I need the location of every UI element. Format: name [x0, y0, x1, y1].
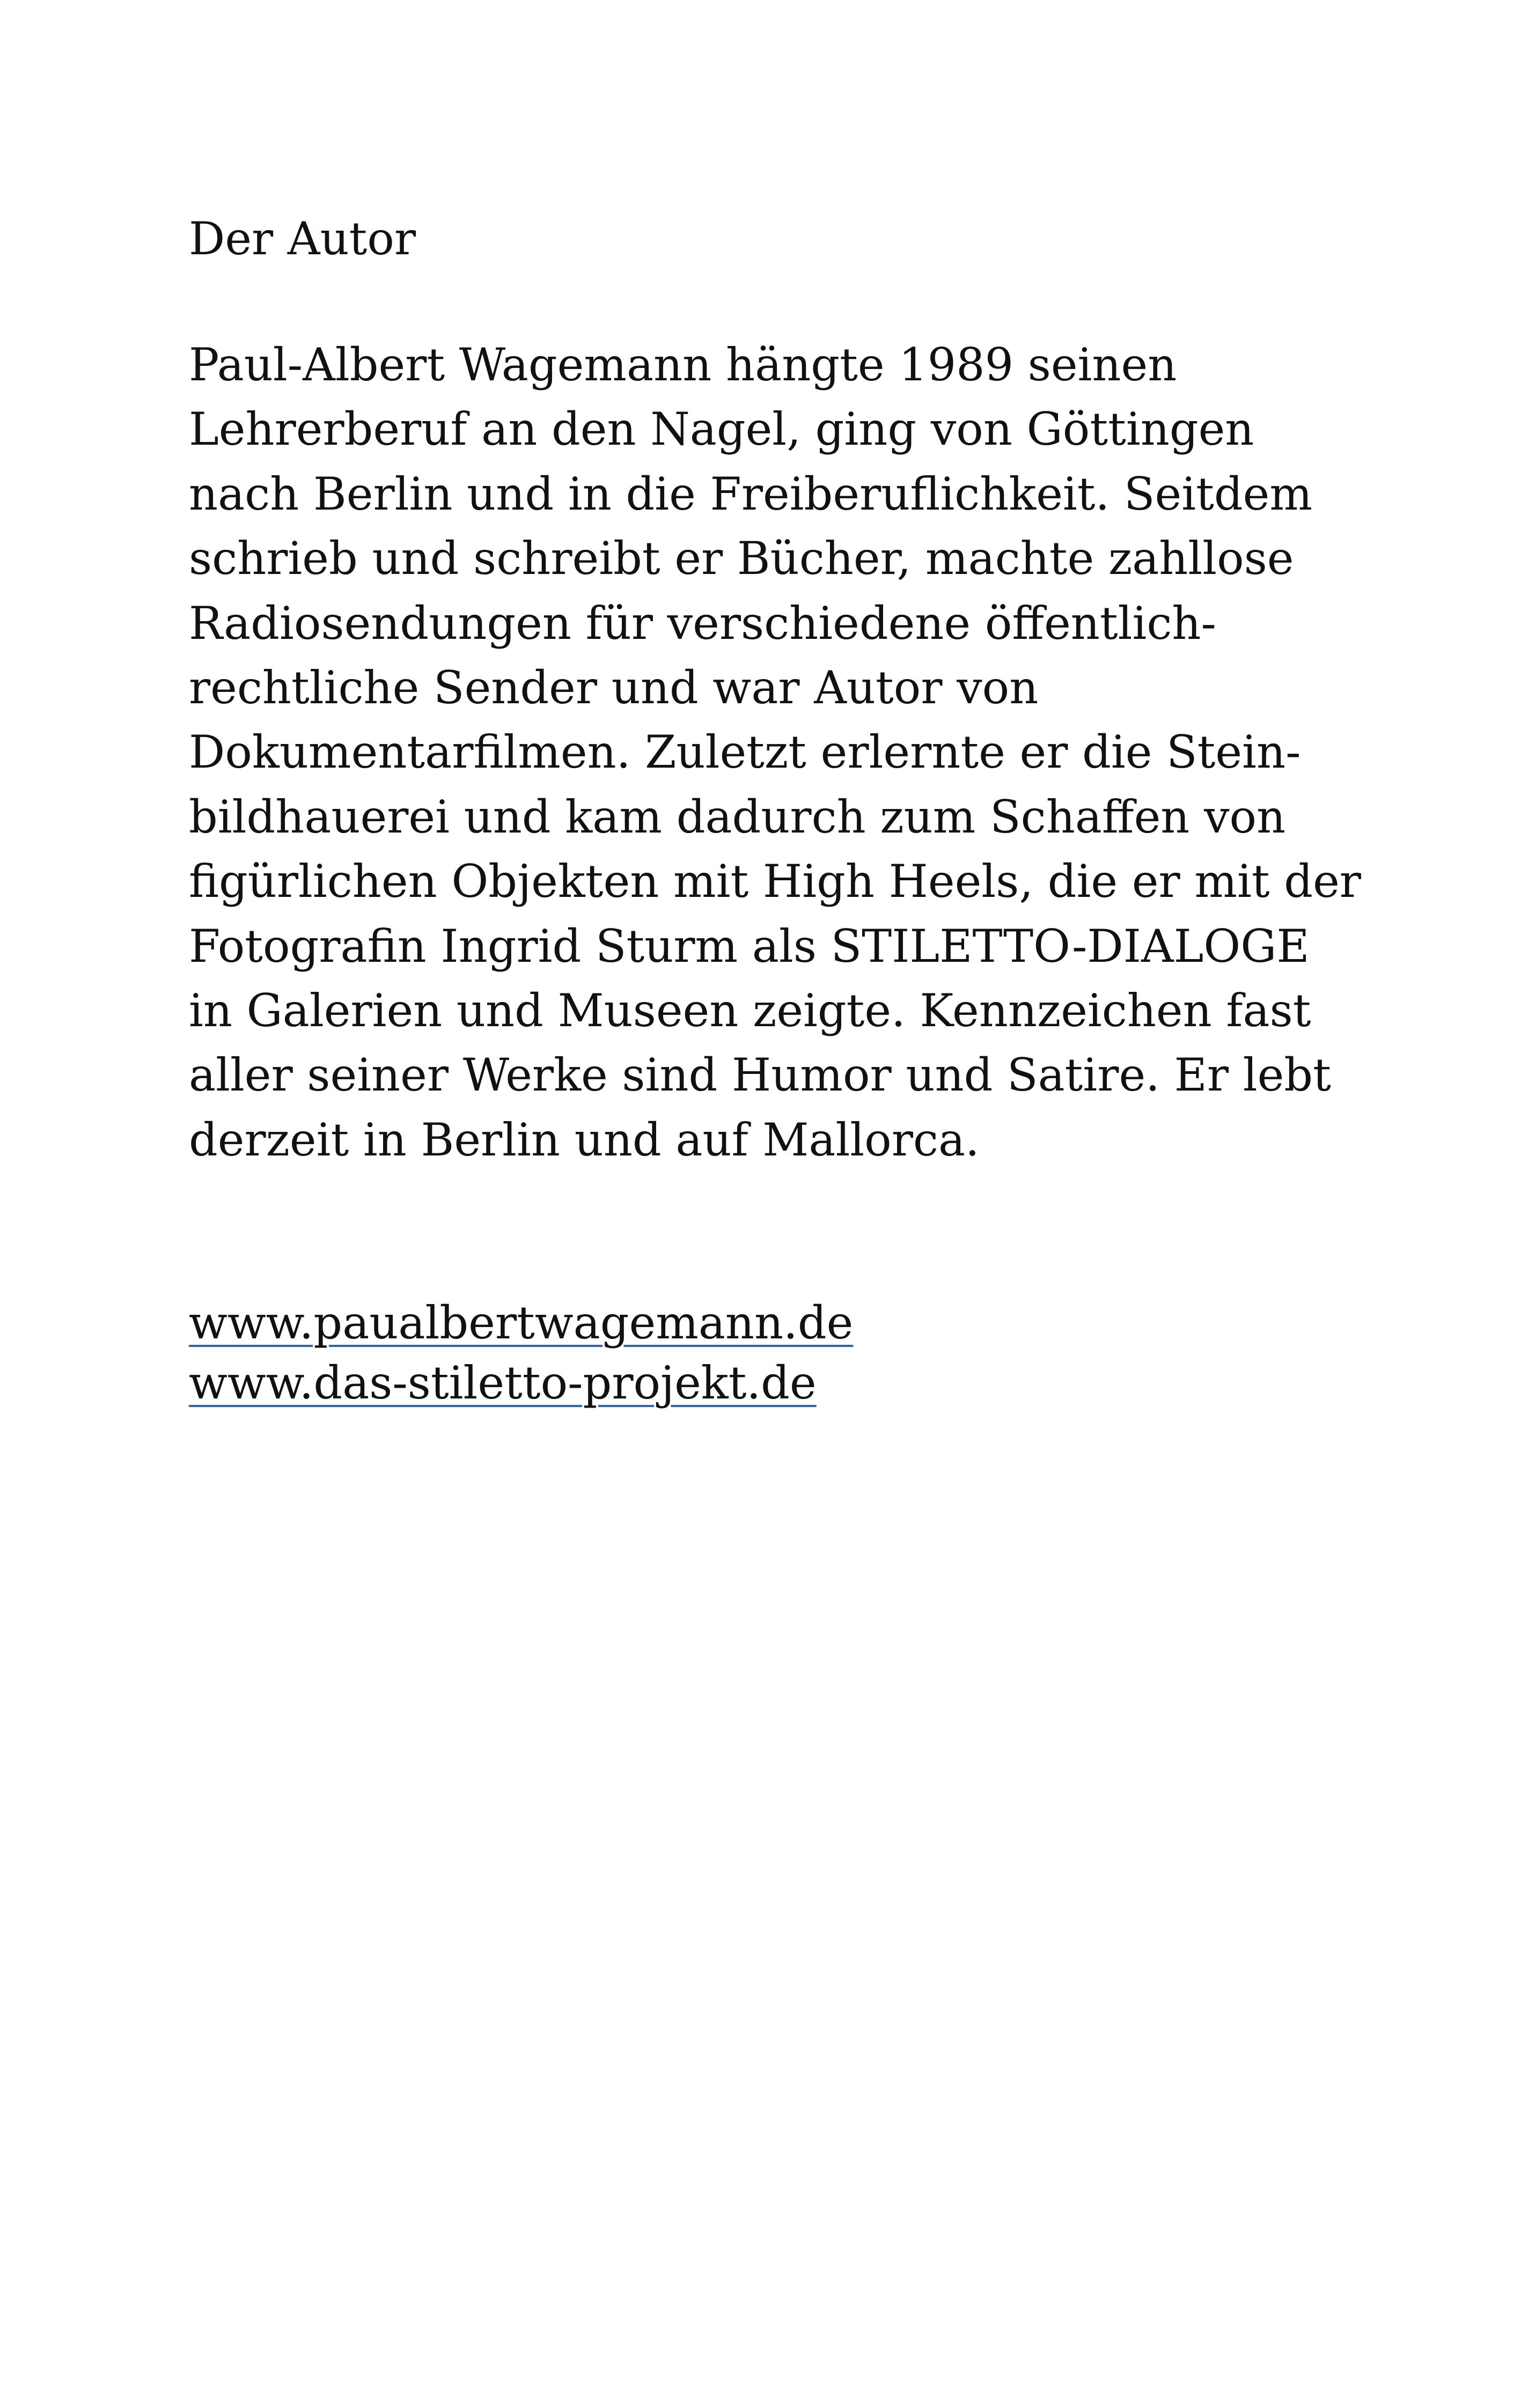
biography-line: Lehrerberuf an den Nagel, ging von Göttingen: [189, 403, 1254, 456]
section-heading: Der Autor: [189, 212, 416, 265]
biography-line: in Galerien und Museen zeigte. Kennzeichen fast: [189, 984, 1311, 1037]
biography-line: Radiosendungen für verschiedene öffentlich-: [189, 597, 1216, 650]
biography-line: derzeit in Berlin und auf Mallorca.: [189, 1113, 980, 1166]
author-website-link[interactable]: www.paualbertwagemann.de: [189, 1297, 854, 1350]
biography-line: schrieb und schreibt er Bücher, machte zahllose: [189, 532, 1294, 585]
biography-line: Paul-Albert Wagemann hängte 1989 seinen: [189, 338, 1177, 391]
biography-line: bildhauerei und kam dadurch zum Schaffen von: [189, 790, 1286, 843]
biography-line: Fotografin Ingrid Sturm als STILETTO-DIALOGE: [189, 919, 1310, 973]
biography-line: aller seiner Werke sind Humor und Satire. Er lebt: [189, 1049, 1331, 1102]
author-biography: [189, 333, 1361, 1172]
website-links: [189, 1293, 1326, 1413]
biography-line: Dokumentarfilmen. Zuletzt erlernte er die Stein-: [189, 726, 1301, 779]
biography-line: nach Berlin und in die Freiberuflichkeit. Seitdem: [189, 467, 1312, 520]
biography-line: figürlichen Objekten mit High Heels, die er mit der: [189, 855, 1361, 908]
page-content: [189, 207, 1361, 1413]
biography-line: rechtliche Sender und war Autor von: [189, 661, 1039, 715]
stiletto-project-link[interactable]: www.das-stiletto-projekt.de: [189, 1357, 817, 1410]
